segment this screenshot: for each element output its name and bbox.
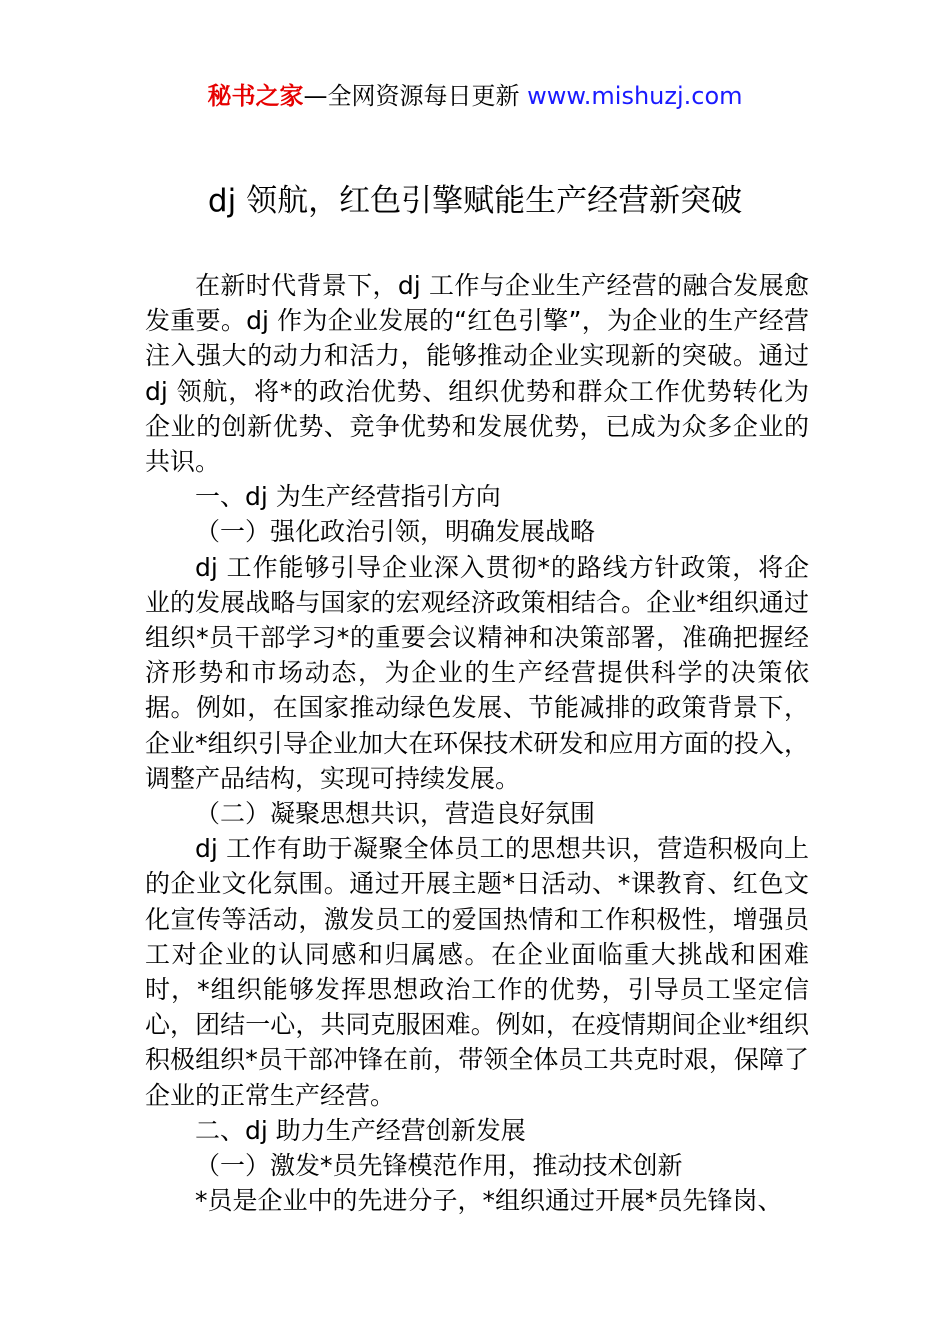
site-brand: 秘书之家 [207, 82, 304, 110]
subsection-heading-1-2: （二）凝聚思想共识，营造良好氛围 [195, 799, 596, 829]
site-tagline: —全网资源每日更新 [303, 82, 520, 110]
site-url-link[interactable]: www.mishuzj.com [527, 82, 743, 110]
paragraph-1-2: dj 工作有助于凝聚全体员工的思想共识，营造积极向上的企业文化氛围。通过开展主题*日活动、*课教育、红色文化宣传等活动，激发员工的爱国热情和工作积极性，增强员工对企业的认同感和归属感。在企业面临重大挑战和困难时，*组织能够发挥思想政治工作的优势，引导员工坚定信心，团结一心，共同克服困难。例如，在疫情期间企业*组织积极组织*员干部冲锋在前，带领全体员工共克时艰，保障了企业的正常生产经营。 [145, 834, 809, 1110]
section-heading-2: 二、dj 助力生产经营创新发展 [195, 1115, 526, 1145]
subsection-heading-1-1: （一）强化政治引领，明确发展战略 [195, 517, 596, 547]
paragraph-2-1: *员是企业中的先进分子，*组织通过开展*员先锋岗、 [195, 1186, 783, 1216]
site-banner [0, 78, 950, 114]
subsection-heading-2-1: （一）激发*员先锋模范作用，推动技术创新 [195, 1151, 683, 1181]
section-heading-1: 一、dj 为生产经营指引方向 [195, 482, 501, 512]
paragraph-1-1: dj 工作能够引导企业深入贯彻*的路线方针政策，将企业的发展战略与国家的宏观经济政策相结合。企业*组织通过组织*员干部学习*的重要会议精神和决策部署，准确把握经济形势和市场动态，为企业的生产经营提供科学的决策依据。例如，在国家推动绿色发展、节能减排的政策背景下，企业*组织引导企业加大在环保技术研发和应用方面的投入，调整产品结构，实现可持续发展。 [145, 552, 809, 793]
document-title: dj 领航，红色引擎赋能生产经营新突破 [207, 183, 743, 219]
paragraph-intro: 在新时代背景下，dj 工作与企业生产经营的融合发展愈发重要。dj 作为企业发展的“红色引擎”，为企业的生产经营注入强大的动力和活力，能够推动企业实现新的突破。通过 dj 领航，将*的政治优势、组织优势和群众工作优势转化为企业的创新优势、竞争优势和发展优势，已成为众多企业的共识。 [145, 271, 809, 477]
document-body [145, 268, 809, 1218]
